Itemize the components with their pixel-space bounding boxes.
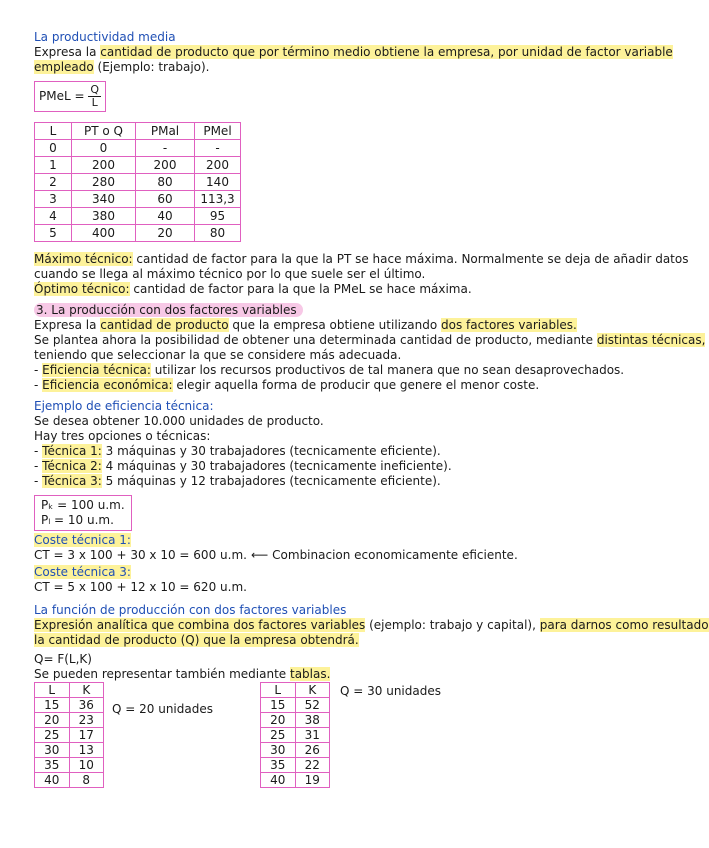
fp-line-3 (34, 667, 634, 682)
example-tecnica-2 (34, 459, 634, 474)
highlight-text: cantidad de producto (100, 318, 229, 332)
coste-tecnica-1-eq (34, 548, 634, 563)
text: - (34, 474, 43, 488)
table-cell: 4 (35, 208, 72, 225)
formula-fraction (88, 84, 101, 109)
table-row (35, 157, 241, 174)
section-heading-3 (34, 303, 634, 318)
highlight-term: Máximo técnico: (34, 252, 133, 266)
table-cell: 26 (295, 743, 330, 758)
table-cell: 60 (136, 191, 195, 208)
table-row (35, 743, 104, 758)
text: que la empresa obtiene utilizando (228, 318, 442, 332)
table-cell: 2 (35, 174, 72, 191)
s3-line-2 (34, 333, 706, 348)
text: 4 máquinas y 30 trabajadores (tecnicamente ineficiente). (101, 459, 452, 473)
table-cell: 36 (69, 698, 104, 713)
table-row (35, 758, 104, 773)
table-cell: 200 (72, 157, 136, 174)
table-cell: - (195, 140, 241, 157)
table-row (261, 698, 330, 713)
table-cell: 25 (261, 728, 296, 743)
table-cell: 113,3 (195, 191, 241, 208)
table-cell: 19 (295, 773, 330, 788)
table-cell: 20 (261, 713, 296, 728)
table-cell: 280 (72, 174, 136, 191)
coste-tecnica-3-title (34, 565, 634, 580)
table-cell: 22 (295, 758, 330, 773)
table-cell: 30 (35, 743, 70, 758)
maximo-tecnico-line-1 (34, 252, 689, 267)
table-cell: 40 (35, 773, 70, 788)
table-row (35, 225, 241, 242)
text: - (34, 444, 43, 458)
formula-lhs: PMeL = (39, 89, 85, 103)
text: - (34, 459, 43, 473)
highlight-term: Óptimo técnico: (34, 282, 130, 296)
table-row (35, 773, 104, 788)
fraction-denominator: L (91, 96, 98, 109)
table-cell: 38 (295, 713, 330, 728)
text: cantidad de factor para la que la PT se hace máxima. Normalmente se deja de añadir datos (132, 252, 689, 266)
fp-line-2 (34, 633, 634, 648)
table-cell: 13 (69, 743, 104, 758)
table-header: K (69, 683, 104, 698)
pmel-formula-box (34, 81, 106, 112)
table-cell: 200 (136, 157, 195, 174)
table-cell: 10 (69, 758, 104, 773)
text: 5 máquinas y 12 trabajadores (tecnicamente eficiente). (101, 474, 441, 488)
pmel-definition-line-2 (34, 60, 634, 75)
example-title: Ejemplo de eficiencia técnica: (34, 399, 214, 413)
table-cell: 200 (195, 157, 241, 174)
highlight-term: Coste técnica 3: (34, 565, 131, 579)
s3-line-eficiencia-economica (34, 378, 634, 393)
table-cell: 8 (69, 773, 104, 788)
table-cell: 23 (69, 713, 104, 728)
table-cell: 15 (261, 698, 296, 713)
text: 3 máquinas y 30 trabajadores (tecnicamente eficiente). (101, 444, 441, 458)
table-cell: 31 (295, 728, 330, 743)
table-row (35, 174, 241, 191)
table-cell: 25 (35, 728, 70, 743)
table-cell: 20 (136, 225, 195, 242)
example-tecnica-3 (34, 474, 634, 489)
highlight-term: Coste técnica 1: (34, 533, 131, 547)
highlight-text: empleado (34, 60, 94, 74)
table-header: PMel (195, 123, 241, 140)
text: - (34, 363, 43, 377)
isoquant-tables (34, 682, 634, 788)
section-heading-text: 3. La producción con dos factores variables (34, 303, 303, 317)
table-cell: 95 (195, 208, 241, 225)
table-header-row (35, 123, 241, 140)
table-cell: 3 (35, 191, 72, 208)
text: cantidad de factor para la que la PMeL se hace máxima. (129, 282, 472, 296)
isoquant-table-q20 (34, 682, 104, 788)
table-row (261, 713, 330, 728)
table-header: L (261, 683, 296, 698)
text: Se pueden representar también mediante (34, 667, 290, 681)
productivity-table (34, 122, 241, 242)
table-row (261, 758, 330, 773)
text: Expresa la (34, 45, 101, 59)
note: Combinacion economicamente eficiente. (272, 548, 518, 562)
table-cell: 0 (72, 140, 136, 157)
highlight-text: tablas. (290, 667, 331, 681)
example-line-2: Hay tres opciones o técnicas: (34, 429, 211, 443)
table-cell: 52 (295, 698, 330, 713)
isoquant-label-q20: Q = 20 unidades (112, 702, 213, 716)
example-line-1: Se desea obtener 10.000 unidades de producto. (34, 414, 324, 428)
table-row (35, 713, 104, 728)
text: Se plantea ahora la posibilidad de obtener una determinada cantidad de producto, mediante (34, 333, 597, 347)
coste-tecnica-3-eq: CT = 5 x 100 + 12 x 10 = 620 u.m. (34, 580, 247, 594)
highlight-text: dos factores variables. (441, 318, 577, 332)
table-header: L (35, 683, 70, 698)
table-cell: 0 (35, 140, 72, 157)
price-l: Pₗ = 10 u.m. (41, 513, 114, 527)
s3-line-1 (34, 318, 634, 333)
table-cell: 40 (261, 773, 296, 788)
highlight-term: Eficiencia económica: (42, 378, 173, 392)
table-row (261, 773, 330, 788)
table-header: PT o Q (72, 123, 136, 140)
table-cell: 1 (35, 157, 72, 174)
table-cell: 80 (195, 225, 241, 242)
fraction-numerator: Q (90, 83, 100, 96)
highlight-text: cantidad de producto que por término medio obtiene la empresa, por unidad de factor variable (100, 45, 673, 59)
highlight-text: distintas técnicas, (596, 333, 706, 347)
maximo-tecnico-line-2: cuando se llega al máximo técnico por lo que suele ser el último. (34, 267, 426, 281)
table-cell: 140 (195, 174, 241, 191)
table-row (35, 728, 104, 743)
table-cell: 35 (35, 758, 70, 773)
highlight-text: Expresión analítica que combina dos factores variables (34, 618, 366, 632)
table-cell: 15 (35, 698, 70, 713)
fp-line-1 (34, 618, 709, 633)
table-row (35, 140, 241, 157)
highlight-term: Técnica 2: (42, 459, 102, 473)
table-header-row (261, 683, 330, 698)
highlight-term: Eficiencia técnica: (42, 363, 151, 377)
table-row (261, 743, 330, 758)
table-header: PMal (136, 123, 195, 140)
highlight-text: para darnos como resultado (539, 618, 709, 632)
pmel-definition-line-1 (34, 45, 673, 60)
table-row (261, 728, 330, 743)
funcion-produccion-title: La función de producción con dos factores variables (34, 603, 347, 617)
highlight-text: la cantidad de producto (Q) que la empresa obtendrá. (34, 633, 359, 647)
notes-page (34, 30, 709, 788)
text: utilizar los recursos productivos de tal manera que no sean desaprovechados. (150, 363, 625, 377)
table-cell: - (136, 140, 195, 157)
highlight-term: Técnica 3: (42, 474, 102, 488)
prices-box (34, 495, 132, 531)
s3-line-eficiencia-tecnica (34, 363, 634, 378)
table-row (35, 208, 241, 225)
example-tecnica-1 (34, 444, 634, 459)
s3-line-3: teniendo que seleccionar la que se considere más adecuada. (34, 348, 402, 362)
text: elegir aquella forma de producir que genere el menor coste. (172, 378, 540, 392)
table-header: K (295, 683, 330, 698)
text: - (34, 378, 43, 392)
table-cell: 20 (35, 713, 70, 728)
table-cell: 17 (69, 728, 104, 743)
table-header: L (35, 123, 72, 140)
text: (Ejemplo: trabajo). (93, 60, 210, 74)
optimo-tecnico-line (34, 282, 634, 297)
coste-tecnica-1-title (34, 533, 634, 548)
table-cell: 400 (72, 225, 136, 242)
left-arrow-icon: ⟵ (250, 548, 269, 562)
table-cell: 30 (261, 743, 296, 758)
table-cell: 80 (136, 174, 195, 191)
text: Expresa la (34, 318, 101, 332)
highlight-term: Técnica 1: (42, 444, 102, 458)
fp-formula: Q= F(L,K) (34, 652, 92, 666)
table-cell: 380 (72, 208, 136, 225)
table-cell: 40 (136, 208, 195, 225)
table-cell: 340 (72, 191, 136, 208)
table-header-row (35, 683, 104, 698)
price-k: Pₖ = 100 u.m. (41, 498, 125, 512)
isoquant-table-q30 (260, 682, 330, 788)
equation: CT = 3 x 100 + 30 x 10 = 600 u.m. (34, 548, 247, 562)
isoquant-label-q30: Q = 30 unidades (340, 684, 441, 698)
table-row (35, 698, 104, 713)
table-row (35, 191, 241, 208)
text: (ejemplo: trabajo y capital), (365, 618, 540, 632)
section-title-productividad-media: La productividad media (34, 30, 176, 44)
table-cell: 5 (35, 225, 72, 242)
table-cell: 35 (261, 758, 296, 773)
